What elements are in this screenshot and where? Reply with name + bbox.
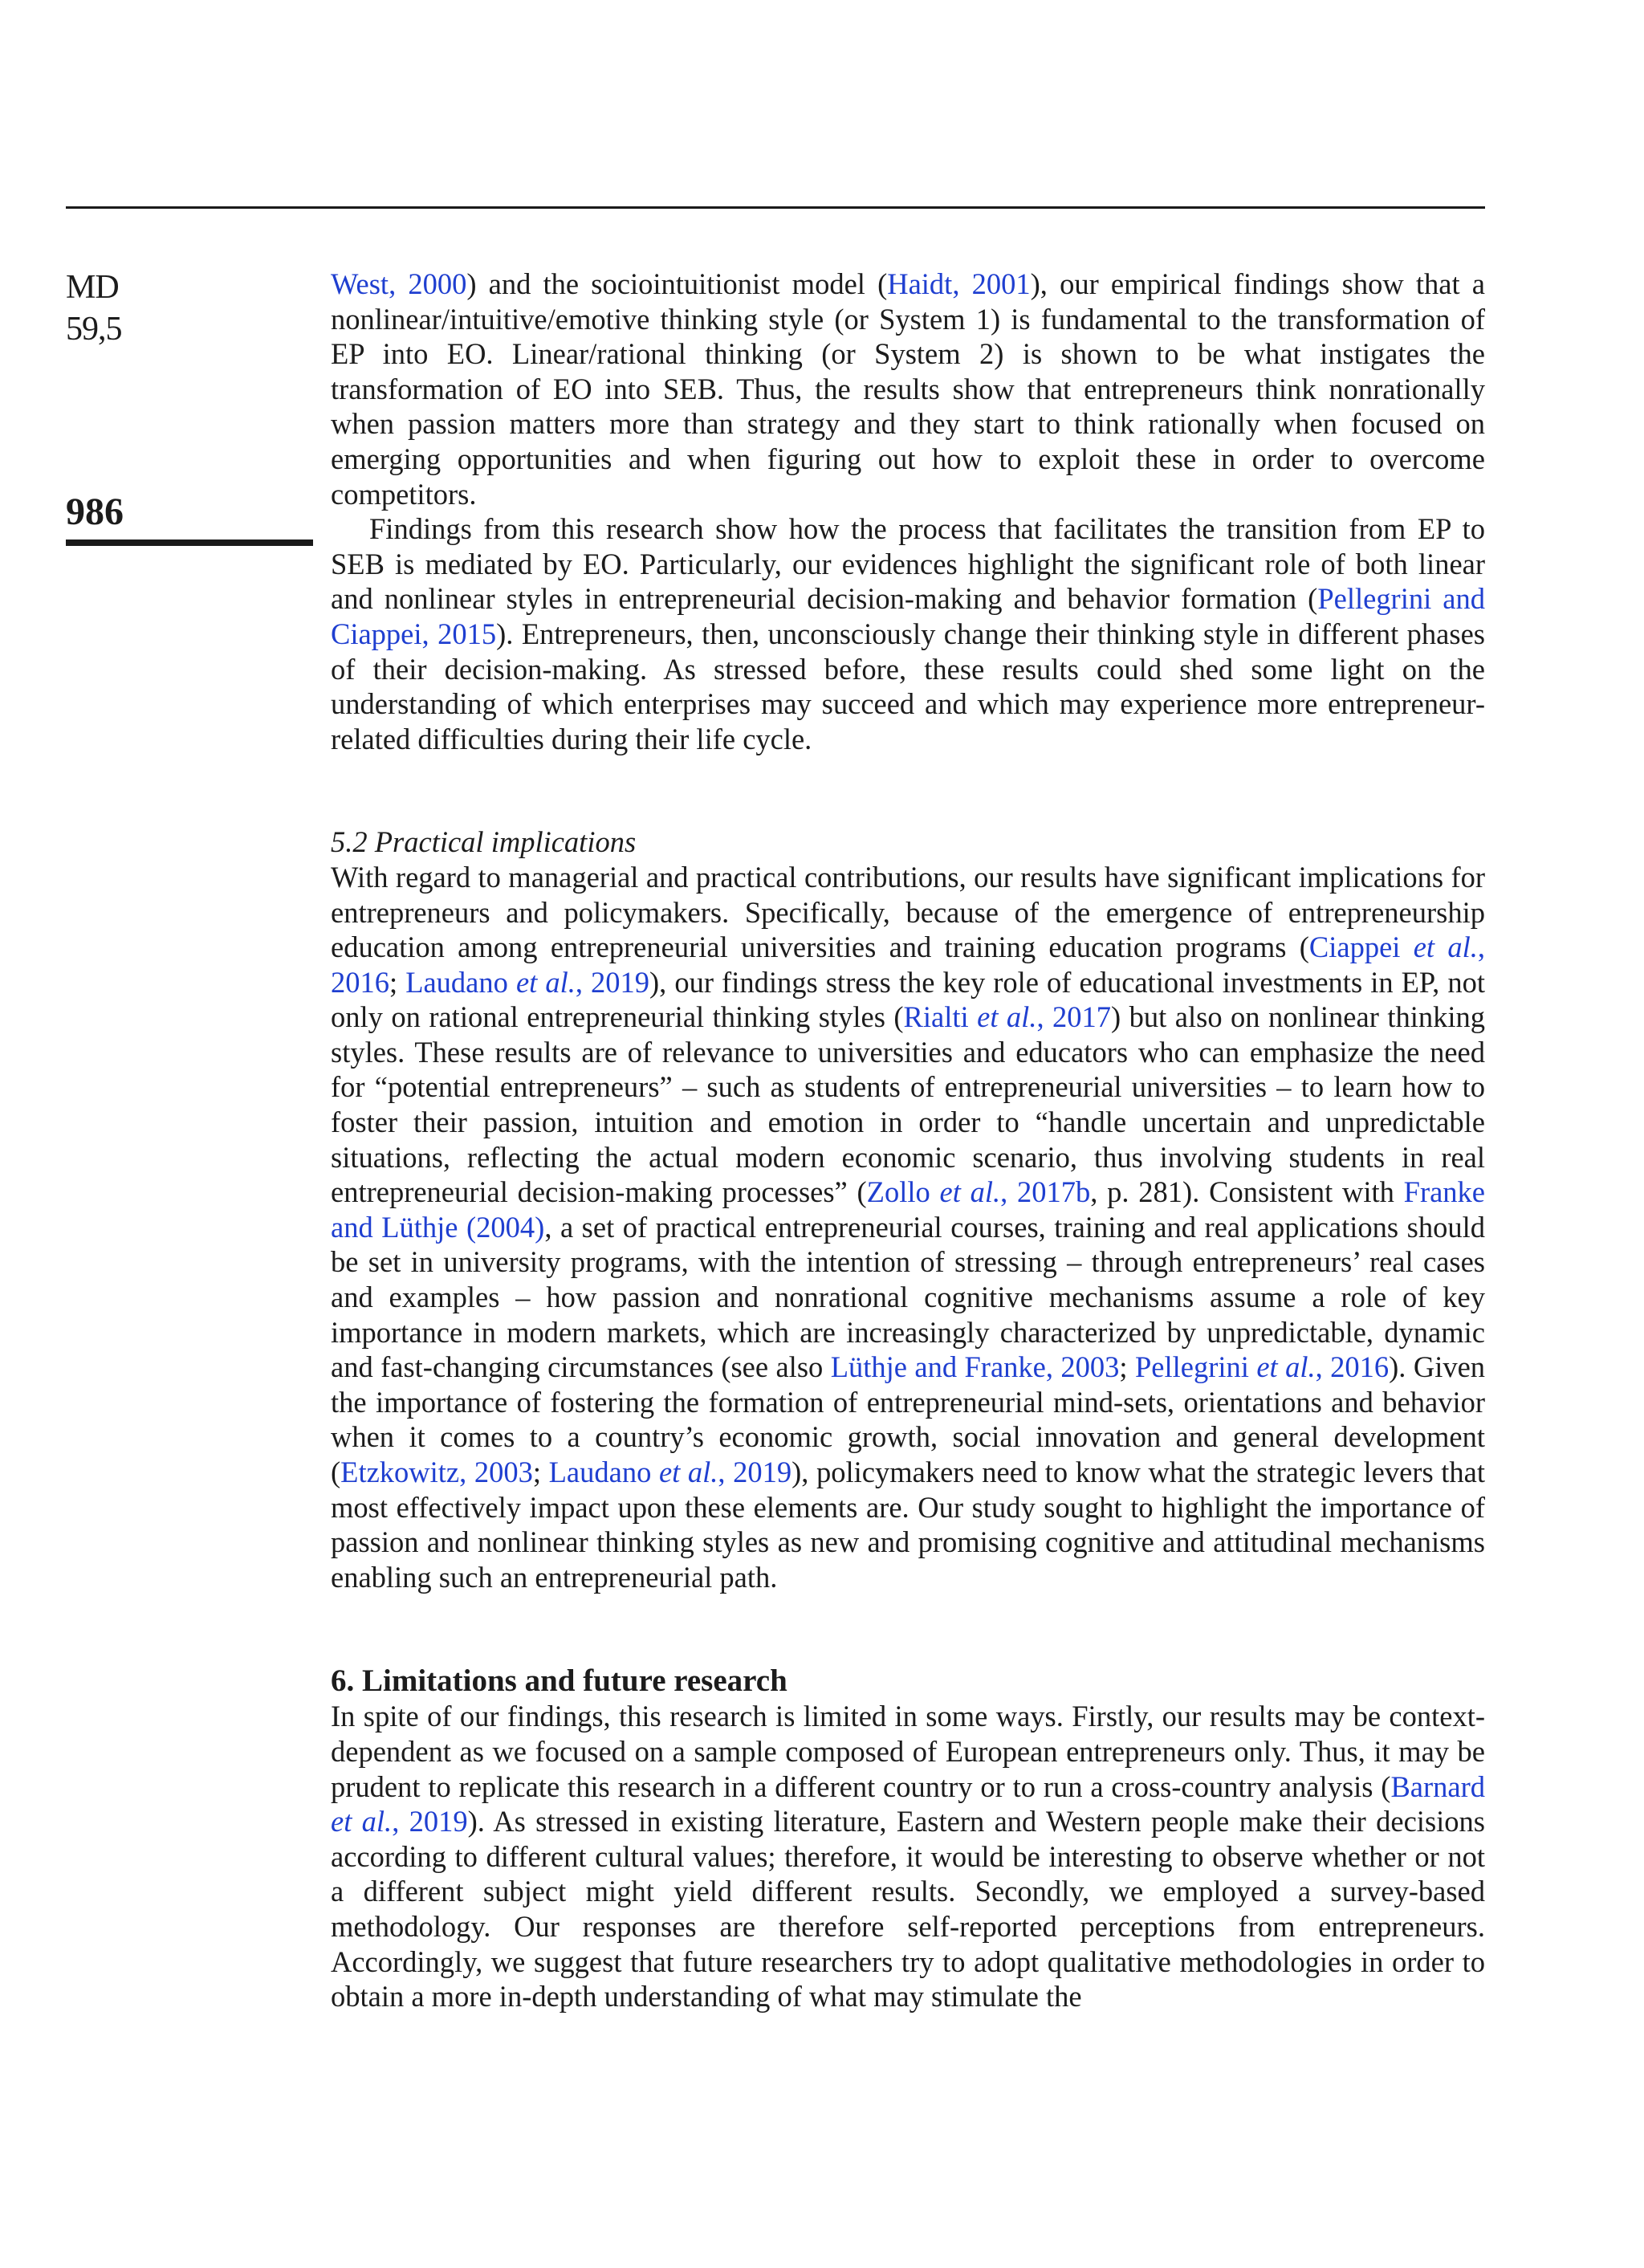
citation-link[interactable]: Zollo et al., 2017b xyxy=(866,1175,1091,1209)
paragraph-continuation: West, 2000) and the sociointuitionist model (Haidt, 2001), our empirical findings show that a nonlinear/intuitive/emotive thinking style (or System 1) is fundamental to the transformation of EP into EO. Linear/rational thinking (or System 2) is shown to be what instigates the transformation of EO into SEB. Thus, the results show that entrepreneurs think nonrationally when passion matters more than strategy and they start to think rationally when focused on emerging opportunities and when figuring out how to exploit these in order to overcome competitors. xyxy=(331,267,1485,511)
citation-link[interactable]: Barnard et al., 2019 xyxy=(331,1769,1485,1838)
citation-link[interactable]: Laudano et al., 2019 xyxy=(405,965,650,999)
citation-link[interactable]: Ciappei et al., 2016 xyxy=(331,930,1485,999)
citation-link[interactable]: Rialti et al., 2017 xyxy=(903,1000,1112,1034)
paragraph: With regard to managerial and practical contributions, our results have significant implications for entrepreneurs and policymakers. Specifically, because of the emergence of entrepreneurship education among entrepreneurial universities and training education programs (Ciappei et al., 2016; Laudano et al., 2019), our findings stress the key role of educational investments in EP, not only on rational entrepreneurial thinking styles (Rialti et al., 2017) but also on nonlinear thinking styles. These results are of relevance to universities and educators who can emphasize the need for “potential entrepreneurs” – such as students of entrepreneurial universities – to learn how to foster their passion, intuition and emotion in order to “handle uncertain and unpredictable situations, reflecting the actual modern economic scenario, thus involving students in real entrepreneurial decision-making processes” (Zollo et al., 2017b, p. 281). Consistent with Franke and Lüthje (2004), a set of practical entrepreneurial courses, training and real applications should be set in university programs, with the intention of stressing – through entrepreneurs’ real cases and examples – how passion and nonrational cognitive mechanisms assume a role of key importance in modern markets, which are increasingly characterized by unpredictable, dynamic and fast-changing circumstances (see also Lüthje and Franke, 2003; Pellegrini et al., 2016). Given the importance of fostering the formation of entrepreneurial mind-sets, orientations and behavior when it comes to a country’s economic growth, social innovation and general development (Etzkowitz, 2003; Laudano et al., 2019), policymakers need to know what the strategic levers that most effectively impact upon these elements are. Our study sought to highlight the importance of passion and nonlinear thinking styles as new and promising cognitive and attitudinal mechanisms enabling such an entrepreneurial path. xyxy=(331,860,1486,1594)
journal-volume-issue: 59,5 xyxy=(66,311,122,348)
citation-link[interactable]: Etzkowitz, 2003 xyxy=(340,1456,533,1488)
citation-link[interactable]: Pellegrini et al., 2016 xyxy=(1134,1350,1390,1384)
citation-link[interactable]: Lüthje and Franke, 2003 xyxy=(830,1350,1120,1384)
citation-link[interactable]: Pellegrini and Ciappei, 2015 xyxy=(331,582,1485,650)
section-heading-5-2: 5.2 Practical implications xyxy=(331,825,637,859)
paragraph: In spite of our findings, this research is limited in some ways. Firstly, our results may be context-dependent as we focused on a sample composed of European entrepreneurs only. Thus, it may be prudent to replicate this research in a different country or to run a cross-country analysis (Barnard et al., 2019). As stressed in existing literature, Eastern and Western people make their decisions according to different cultural values; therefore, it would be interesting to observe whether or not a different subject might yield different results. Secondly, we employed a survey-based methodology. Our responses are therefore self-reported perceptions from entrepreneurs. Accordingly, we suggest that future researchers try to adopt qualitative methodologies in order to obtain a more in-depth understanding of what may stimulate the xyxy=(331,1700,1485,2014)
citation-link[interactable]: Laudano et al., 2019 xyxy=(548,1456,792,1488)
page-number: 986 xyxy=(66,491,124,533)
journal-name: MD xyxy=(66,269,119,306)
citation-link[interactable]: West, 2000 xyxy=(331,267,467,300)
citation-link[interactable]: Haidt, 2001 xyxy=(887,267,1031,300)
citation-link[interactable]: Franke and Lüthje (2004) xyxy=(331,1175,1485,1244)
header-rule xyxy=(66,206,1485,209)
article-body xyxy=(331,267,1485,2014)
page-number-rule xyxy=(66,540,313,546)
section-heading-6: 6. Limitations and future research xyxy=(331,1663,787,1699)
journal-id xyxy=(66,267,122,350)
paragraph: Findings from this research show how the process that facilitates the transition from EP to SEB is mediated by EO. Particularly, our evidences highlight the significant role of both linear and nonlinear styles in entrepreneurial decision-making and behavior formation (Pellegrini and Ciappei, 2015). Entrepreneurs, then, unconsciously change their thinking style in different phases of their decision-making. As stressed before, these results could shed some light on the understanding of which enterprises may succeed and which may experience more entrepreneur-related difficulties during their life cycle. xyxy=(331,512,1485,755)
